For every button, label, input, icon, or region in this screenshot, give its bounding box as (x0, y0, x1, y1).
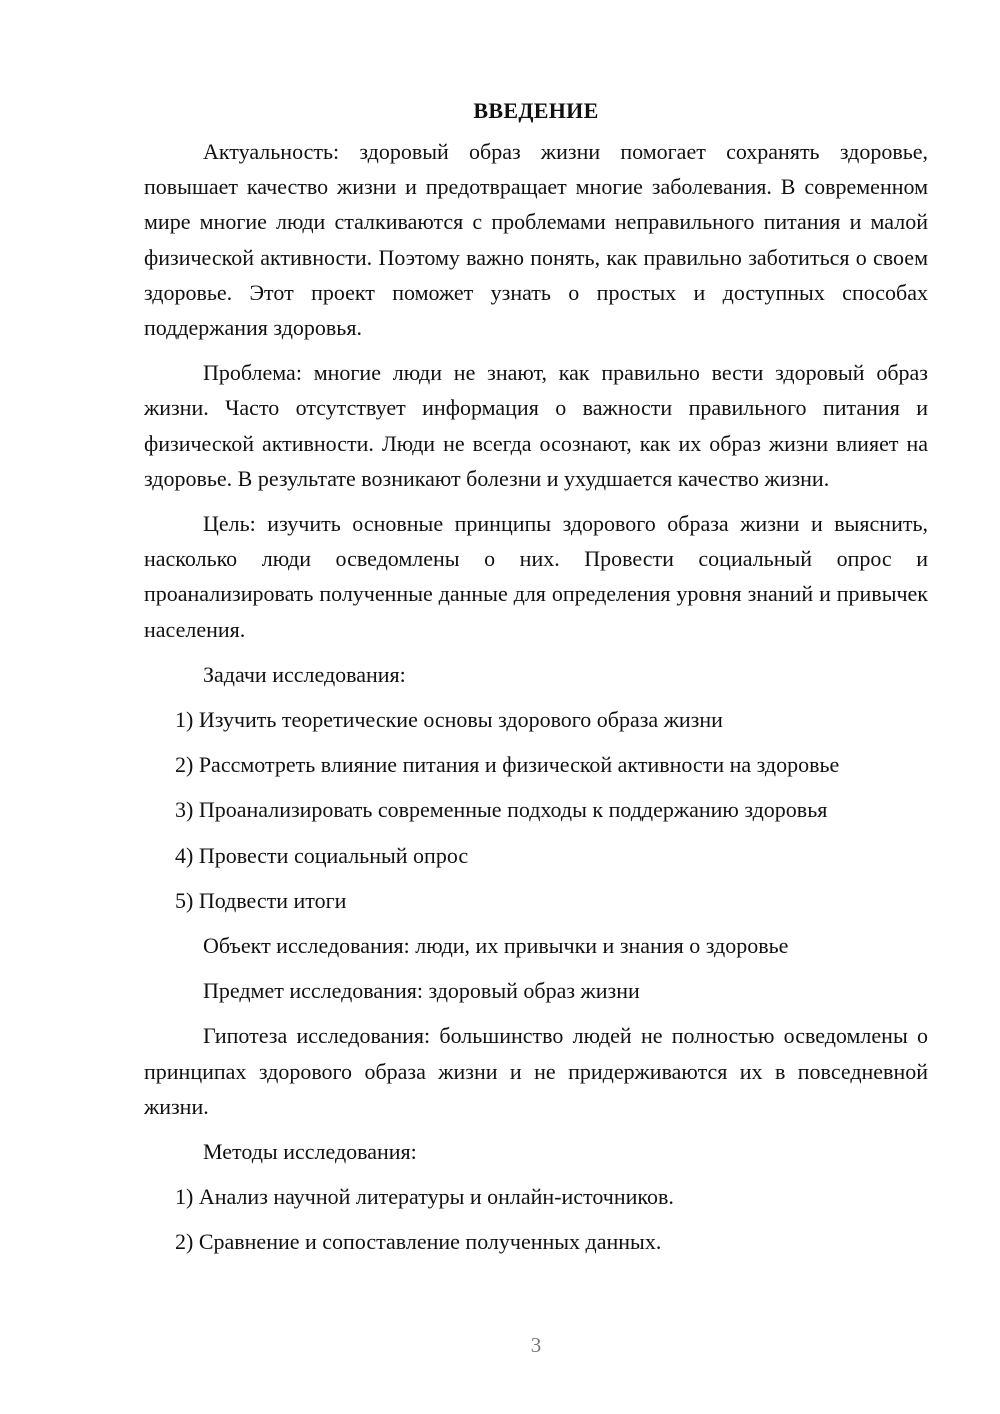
page-title: ВВЕДЕНИЕ (473, 98, 599, 123)
page-number: 3 (530, 1333, 542, 1357)
task-item-4: 4) Провести социальный опрос (175, 842, 469, 868)
problem-paragraph: Проблема: многие люди не знают, как правильно вести здоровый образ жизни. Часто отсутствует информация о важности правильного питания и физической активности. Люди не всегда осознают, как их образ жизни влияет на здоровье. В результате возникают болезни и ухудшается качество жизни. (144, 360, 928, 491)
goal-paragraph: Цель: изучить основные принципы здорового образа жизни и выяснить, насколько люди осведомлены о них. Провести социальный опрос и проанализировать полученные данные для определения уровня знаний и привычек населения. (144, 511, 928, 642)
task-item-1: 1) Изучить теоретические основы здорового образа жизни (175, 707, 723, 733)
object-line: Объект исследования: люди, их привычки и знания о здоровье (203, 933, 789, 959)
document-page (144, 94, 928, 1270)
hypothesis-paragraph: Гипотеза исследования: большинство людей не полностью осведомлены о принципах здорового образа жизни и не придерживаются их в повседневной жизни. (144, 1023, 928, 1119)
relevance-paragraph: Актуальность: здоровый образ жизни помогает сохранять здоровье, повышает качество жизни и предотвращает многие заболевания. В современном мире многие люди сталкиваются с проблемами неправильного питания и малой физической активности. Поэтому важно понять, как правильно заботиться о своем здоровье. Этот проект поможет узнать о простых и доступных способах поддержания здоровья. (144, 139, 928, 341)
tasks-title: Задачи исследования: (203, 661, 406, 687)
task-item-5: 5) Подвести итоги (175, 887, 347, 913)
methods-title: Методы исследования: (203, 1139, 417, 1165)
method-item-1: 1) Анализ научной литературы и онлайн-источников. (175, 1184, 674, 1210)
task-item-2: 2) Рассмотреть влияние питания и физической активности на здоровье (175, 752, 840, 778)
subject-line: Предмет исследования: здоровый образ жизни (203, 978, 640, 1004)
task-item-3: 3) Проанализировать современные подходы к поддержанию здоровья (175, 797, 828, 823)
method-item-2: 2) Сравнение и сопоставление полученных данных. (175, 1229, 662, 1255)
